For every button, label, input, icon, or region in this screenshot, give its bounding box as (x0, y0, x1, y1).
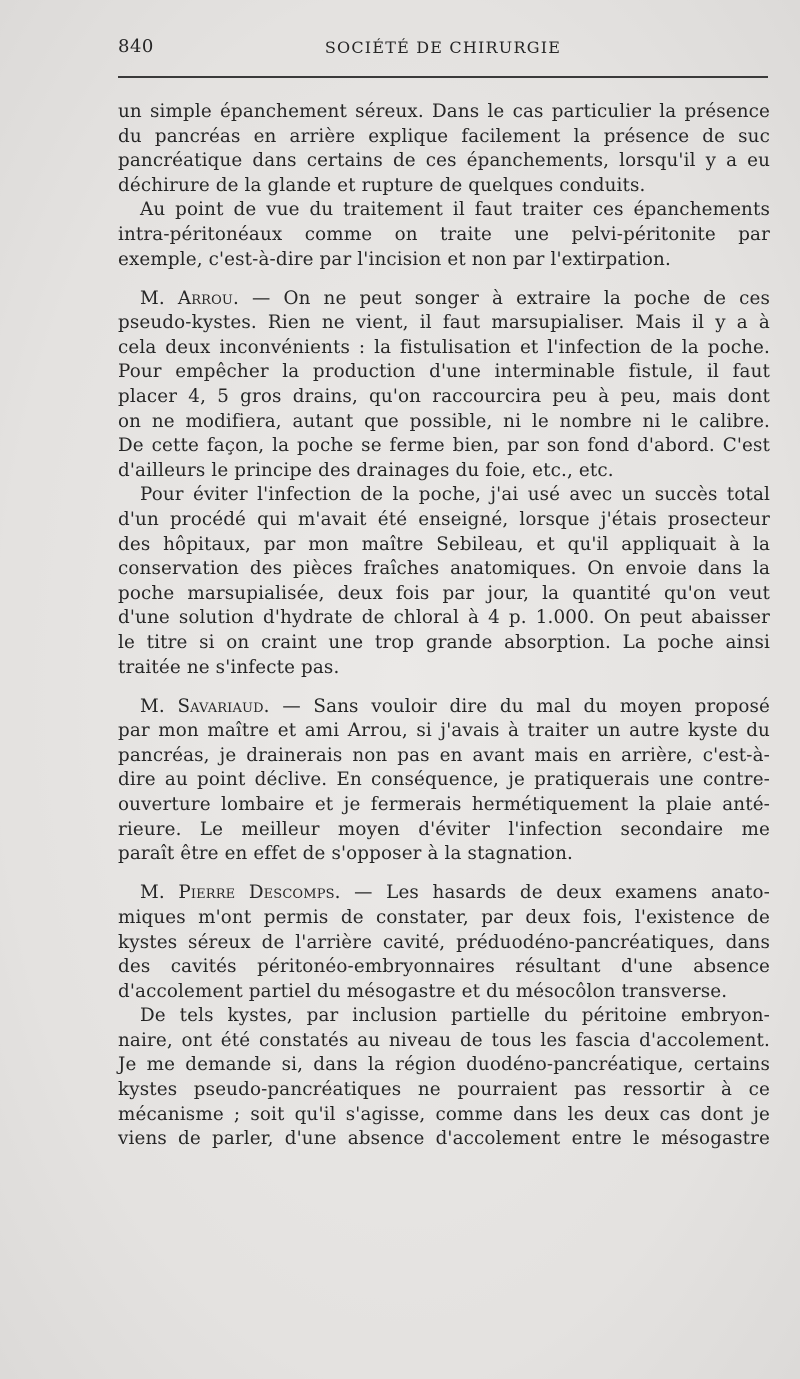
running-title: SOCIÉTÉ DE CHIRURGIE (324, 38, 562, 57)
paragraph-gap (118, 867, 770, 882)
text-line: des cavités péritonéo-embryonnaires résultant d'une absence (118, 956, 770, 978)
text-line: Pour empêcher la production d'une interminable fistule, il faut (118, 361, 770, 383)
text-line (118, 881, 770, 906)
text-line: ouverture lombaire et je fermerais hermétiquement la plaie anté- (118, 794, 770, 816)
text-line: Pour éviter l'infection de la poche, j'ai usé avec un succès total (140, 484, 770, 506)
page-header (118, 36, 768, 62)
line-text: — Les hasards de deux examens anato- (340, 882, 770, 904)
paragraph-gap (118, 272, 770, 287)
text-line: un simple épanchement séreux. Dans le cas particulier la présence (118, 101, 770, 122)
text-line: De cette façon, la poche se ferme bien, par son fond d'abord. C'est (118, 435, 770, 457)
text-line: par mon maître et ami Arrou, si j'avais à traiter un autre kyste du (118, 720, 770, 742)
text-line: viens de parler, d'une absence d'accolement entre le mésogastre (118, 1128, 770, 1150)
paragraph-4 (118, 483, 770, 680)
text-line: du pancréas en arrière explique facilement la présence de suc (118, 125, 770, 147)
text-line: le titre si on craint une trop grande absorption. La poche ainsi (118, 631, 770, 653)
text-line: rieure. Le meilleur moyen d'éviter l'infection secondaire me (118, 818, 770, 840)
paragraph-savariaud (118, 695, 770, 867)
text-line: Au point de vue du traitement il faut traiter ces épanchements (140, 199, 770, 221)
text-line (118, 287, 770, 312)
text-line: d'une solution d'hydrate de chloral à 4 p. 1.000. On peut abaisser (118, 607, 770, 629)
text-line: intra-péritonéaux comme on traite une pelvi-péritonite par (118, 223, 770, 245)
text-line: on ne modifiera, autant que possible, ni le nombre ni le calibre. (118, 410, 770, 432)
speaker-name: M. Arrou. (140, 287, 239, 309)
text-line: cela deux inconvénients : la fistulisation et l'infection de la poche. (118, 336, 770, 358)
text-line: kystes séreux de l'arrière cavité, préduodéno-pancréatiques, dans (118, 931, 770, 953)
paragraph-1 (118, 100, 770, 198)
text-line: De tels kystes, par inclusion partielle du péritoine embryon- (140, 1005, 770, 1027)
text-line (118, 695, 770, 720)
header-rule (118, 76, 768, 78)
text-line: paraît être en effet de s'opposer à la stagnation. (118, 843, 573, 865)
text-line: mécanisme ; soit qu'il s'agisse, comme dans les deux cas dont je (118, 1103, 770, 1125)
text-line: déchirure de la glande et rupture de quelques conduits. (118, 174, 646, 196)
body-text (118, 100, 770, 1152)
paragraph-2 (118, 198, 770, 272)
text-line: d'ailleurs le principe des drainages du foie, etc., etc. (118, 459, 614, 481)
text-line: naire, ont été constatés au niveau de tous les fascia d'accolement. (118, 1029, 770, 1051)
text-line: Je me demande si, dans la région duodéno-pancréatique, certains (118, 1054, 770, 1076)
speaker-name: M. Pierre Descomps. (140, 882, 341, 904)
text-line: d'un procédé qui m'avait été enseigné, lorsque j'étais prosecteur (118, 509, 770, 530)
text-line: pancréatique dans certains de ces épanchements, lorsqu'il y a eu (118, 150, 770, 172)
text-line: poche marsupialisée, deux fois par jour, la quantité qu'on veut (118, 582, 770, 604)
line-text: — Sans vouloir dire du mal du moyen proposé (269, 695, 770, 717)
page-number: 840 (118, 36, 154, 57)
text-line: conservation des pièces fraîches anatomiques. On envoie dans la (118, 558, 770, 580)
text-line: pseudo-kystes. Rien ne vient, il faut marsupialiser. Mais il y a à (118, 312, 770, 334)
speaker-name: M. Savariaud. (140, 695, 270, 717)
text-line: dire au point déclive. En conséquence, je pratiquerais une contre- (118, 769, 770, 791)
text-line: placer 4, 5 gros drains, qu'on raccourcira peu à peu, mais dont (118, 386, 770, 408)
paragraph-7 (118, 1004, 770, 1152)
text-line: d'accolement partiel du mésogastre et du mésocôlon transverse. (118, 980, 728, 1002)
paragraph-gap (118, 680, 770, 695)
paragraph-arrou (118, 287, 770, 484)
text-line: miques m'ont permis de constater, par deux fois, l'existence de (118, 906, 770, 928)
text-line: kystes pseudo-pancréatiques ne pourraient pas ressortir à ce (118, 1079, 770, 1101)
text-line: pancréas, je drainerais non pas en avant mais en arrière, c'est-à- (118, 744, 770, 766)
paragraph-descomps (118, 881, 770, 1004)
line-text: — On ne peut songer à extraire la poche de ces (238, 287, 770, 309)
text-line: exemple, c'est-à-dire par l'incision et non par l'extirpation. (118, 248, 671, 270)
text-line: des hôpitaux, par mon maître Sebileau, et qu'il appliquait à la (118, 533, 770, 555)
text-line: traitée ne s'infecte pas. (118, 656, 340, 678)
